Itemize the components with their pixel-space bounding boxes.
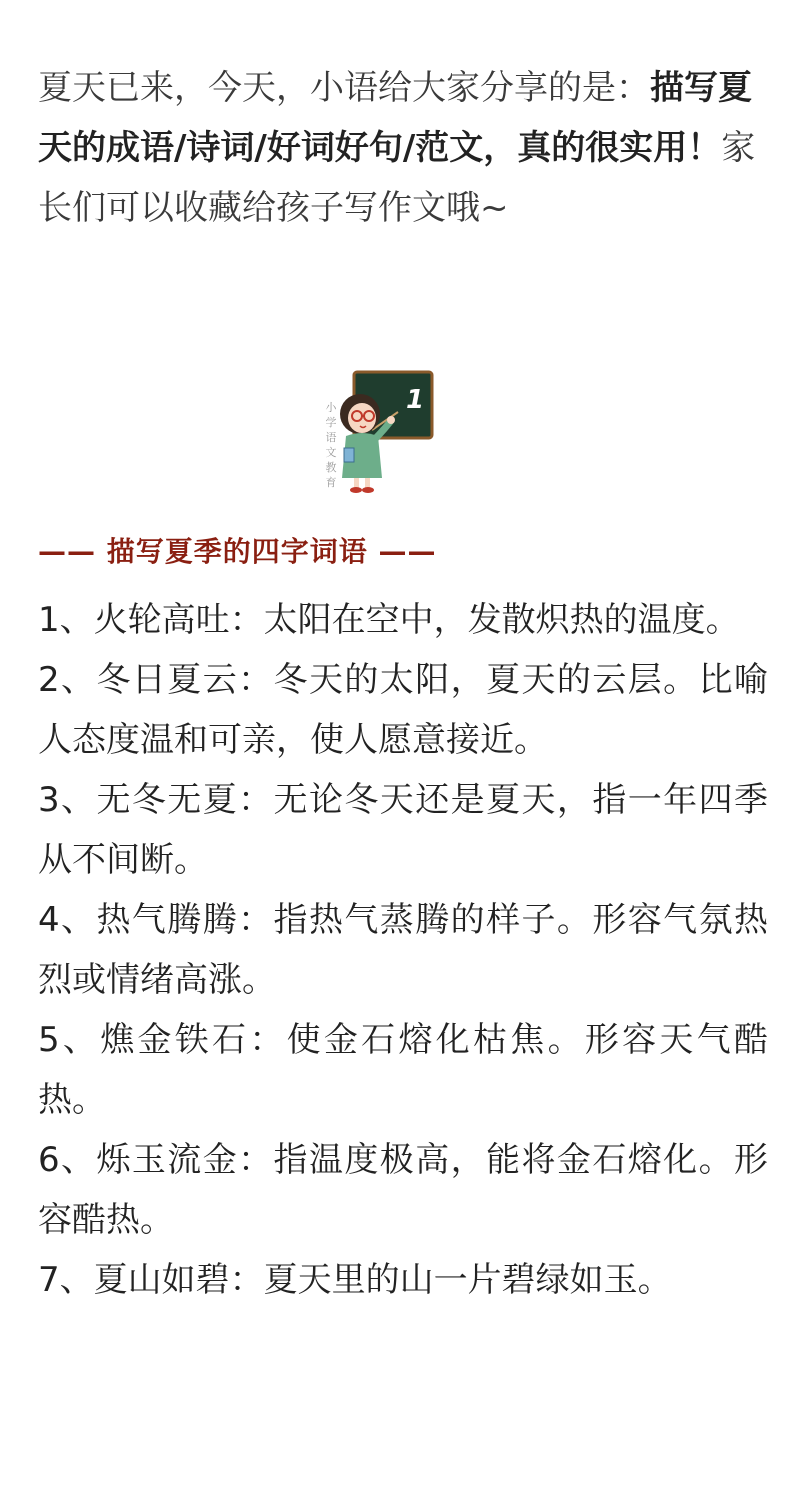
watermark-char: 语 bbox=[325, 431, 337, 444]
section-heading: —— 描写夏季的四字词语 —— bbox=[38, 535, 437, 568]
intro-bold-text: 描写夏天的成语/诗词/好词好句/范文，真的很实用！ bbox=[38, 68, 752, 168]
idiom-item: 6、烁玉流金：指温度极高，能将金石熔化。形容酷热。 bbox=[38, 1140, 768, 1240]
intro-text: 夏天已来，今天，小语给大家分享的是： bbox=[38, 68, 650, 108]
intro-text-continued: 家长们可以收藏给孩子写作文哦~ bbox=[38, 128, 756, 228]
idiom-item: 7、夏山如碧：夏天里的山一片碧绿如玉。 bbox=[38, 1260, 672, 1300]
teacher-illustration bbox=[320, 370, 436, 496]
idiom-item: 2、冬日夏云：冬天的太阳，夏天的云层。比喻人态度温和可亲，使人愿意接近。 bbox=[38, 660, 768, 760]
idiom-list bbox=[38, 590, 768, 1310]
watermark-char: 教 bbox=[325, 461, 337, 474]
idiom-item: 4、热气腾腾：指热气蒸腾的样子。形容气氛热烈或情绪高涨。 bbox=[38, 900, 768, 1000]
watermark-char: 文 bbox=[325, 446, 337, 459]
watermark-vertical-text bbox=[324, 400, 338, 490]
idiom-item: 5、燋金铁石：使金石熔化枯焦。形容天气酷热。 bbox=[38, 1020, 768, 1120]
intro-paragraph bbox=[38, 58, 768, 238]
watermark-char: 育 bbox=[325, 476, 337, 489]
watermark-char: 学 bbox=[325, 416, 337, 429]
idiom-item: 3、无冬无夏：无论冬天还是夏天，指一年四季从不间断。 bbox=[38, 780, 768, 880]
article-intro bbox=[38, 58, 768, 238]
idiom-item: 1、火轮高吐：太阳在空中，发散炽热的温度。 bbox=[38, 600, 740, 640]
board-number: 1 bbox=[406, 385, 425, 415]
watermark-char: 小 bbox=[325, 401, 337, 414]
